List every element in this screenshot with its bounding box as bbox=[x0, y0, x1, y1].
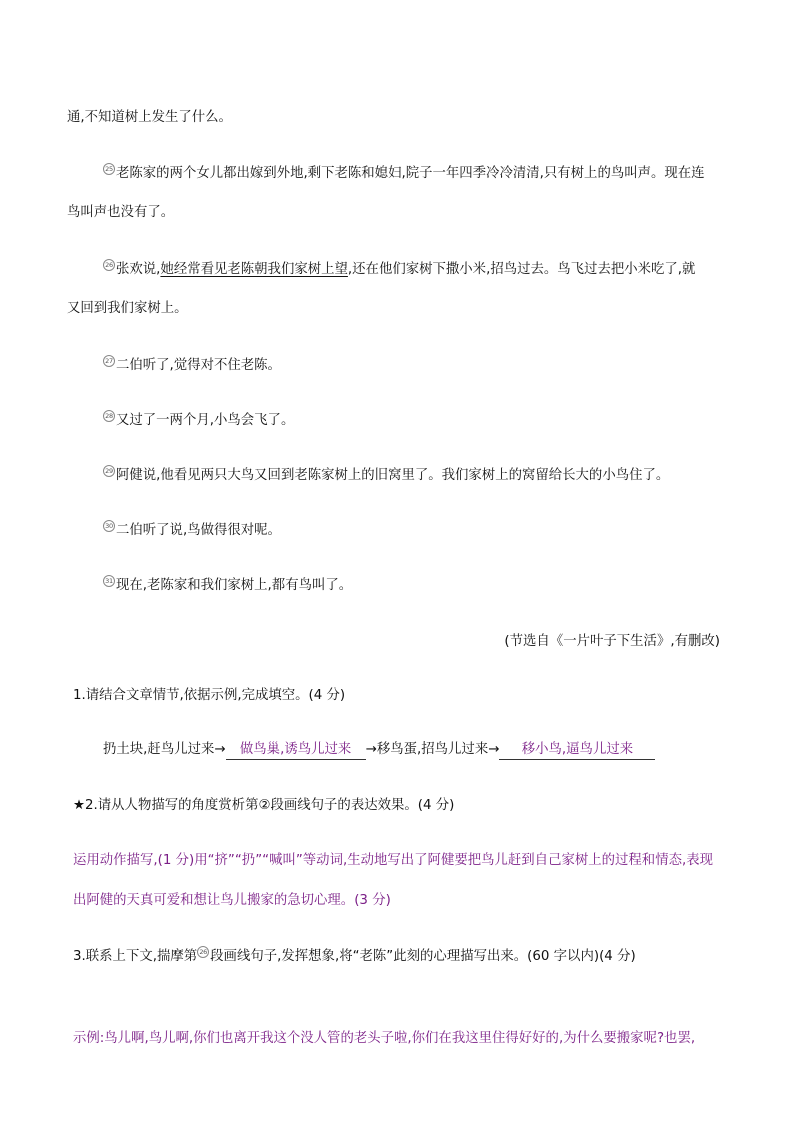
paragraph-number-31: 31 bbox=[103, 575, 115, 587]
paragraph-26-line1: 26 张欢说,她经常看见老陈朝我们家树上望,还在他们家树下撒小米,招鸟过去。鸟飞过去把小米吃了,就 bbox=[103, 259, 695, 280]
answer-blank-1: 做鸟巢,诱鸟儿过来 bbox=[226, 741, 366, 760]
paragraph-25-line2: 鸟叫声也没有了。 bbox=[67, 205, 175, 220]
question-1-prompt: 1.请结合文章情节,依据示例,完成填空。(4 分) bbox=[73, 688, 346, 703]
paragraph-27: 27 二伯听了,觉得对不住老陈。 bbox=[103, 355, 281, 376]
paragraph-31: 31 现在,老陈家和我们家树上,都有鸟叫了。 bbox=[103, 575, 352, 596]
source-citation: (节选自《一片叶子下生活》,有删改) bbox=[504, 634, 720, 649]
question-2-prompt: ★2.请从人物描写的角度赏析第②段画线句子的表达效果。(4 分) bbox=[73, 798, 455, 813]
answer-blank-2: 移小鸟,逼鸟儿过来 bbox=[499, 741, 655, 760]
paragraph-26-line2: 又回到我们家树上。 bbox=[67, 301, 188, 316]
underlined-sentence: 她经常看见老陈朝我们家树上望 bbox=[160, 262, 348, 277]
question-1-fill: 扔土块,赶鸟儿过来→ 做鸟巢,诱鸟儿过来 →移鸟蛋,招鸟儿过来→ 移小鸟,逼鸟儿过来 bbox=[103, 740, 655, 760]
question-3-prompt: 3.联系上下文,揣摩第 26 段画线句子,发挥想象,将“老陈”此刻的心理描写出来。(60 字以内)(4 分) bbox=[73, 948, 636, 964]
paragraph-number-ref-26: 26 bbox=[197, 946, 209, 958]
paragraph-25-line1: 25 老陈家的两个女儿都出嫁到外地,剩下老陈和媳妇,院子一年四季冷冷清清,只有树上的鸟叫声。现在连 bbox=[103, 163, 705, 184]
paragraph-number-26: 26 bbox=[103, 259, 115, 271]
paragraph-number-29: 29 bbox=[103, 465, 115, 477]
paragraph-30: 30 二伯听了说,鸟做得很对呢。 bbox=[103, 520, 281, 541]
paragraph-24-tail: 通,不知道树上发生了什么。 bbox=[67, 110, 232, 125]
paragraph-29: 29 阿健说,他看见两只大鸟又回到老陈家树上的旧窝里了。我们家树上的窝留给长大的小鸟住了。 bbox=[103, 465, 669, 486]
question-3-answer-line1: 示例:鸟儿啊,鸟儿啊,你们也离开我这个没人管的老头子啦,你们在我这里住得好好的,为什么要搬家呢?也罢, bbox=[73, 1031, 696, 1046]
question-2-answer-line1: 运用动作描写,(1 分)用“挤”“扔”“喊叫”等动词,生动地写出了阿健要把鸟儿赶到自己家树上的过程和情态,表现 bbox=[73, 853, 714, 868]
paragraph-number-30: 30 bbox=[103, 520, 115, 532]
question-2-answer-line2: 出阿健的天真可爱和想让鸟儿搬家的急切心理。(3 分) bbox=[73, 893, 391, 908]
paragraph-number-27: 27 bbox=[103, 355, 115, 367]
paragraph-number-28: 28 bbox=[103, 410, 115, 422]
paragraph-number-25: 25 bbox=[103, 163, 115, 175]
paragraph-28: 28 又过了一两个月,小鸟会飞了。 bbox=[103, 410, 294, 431]
